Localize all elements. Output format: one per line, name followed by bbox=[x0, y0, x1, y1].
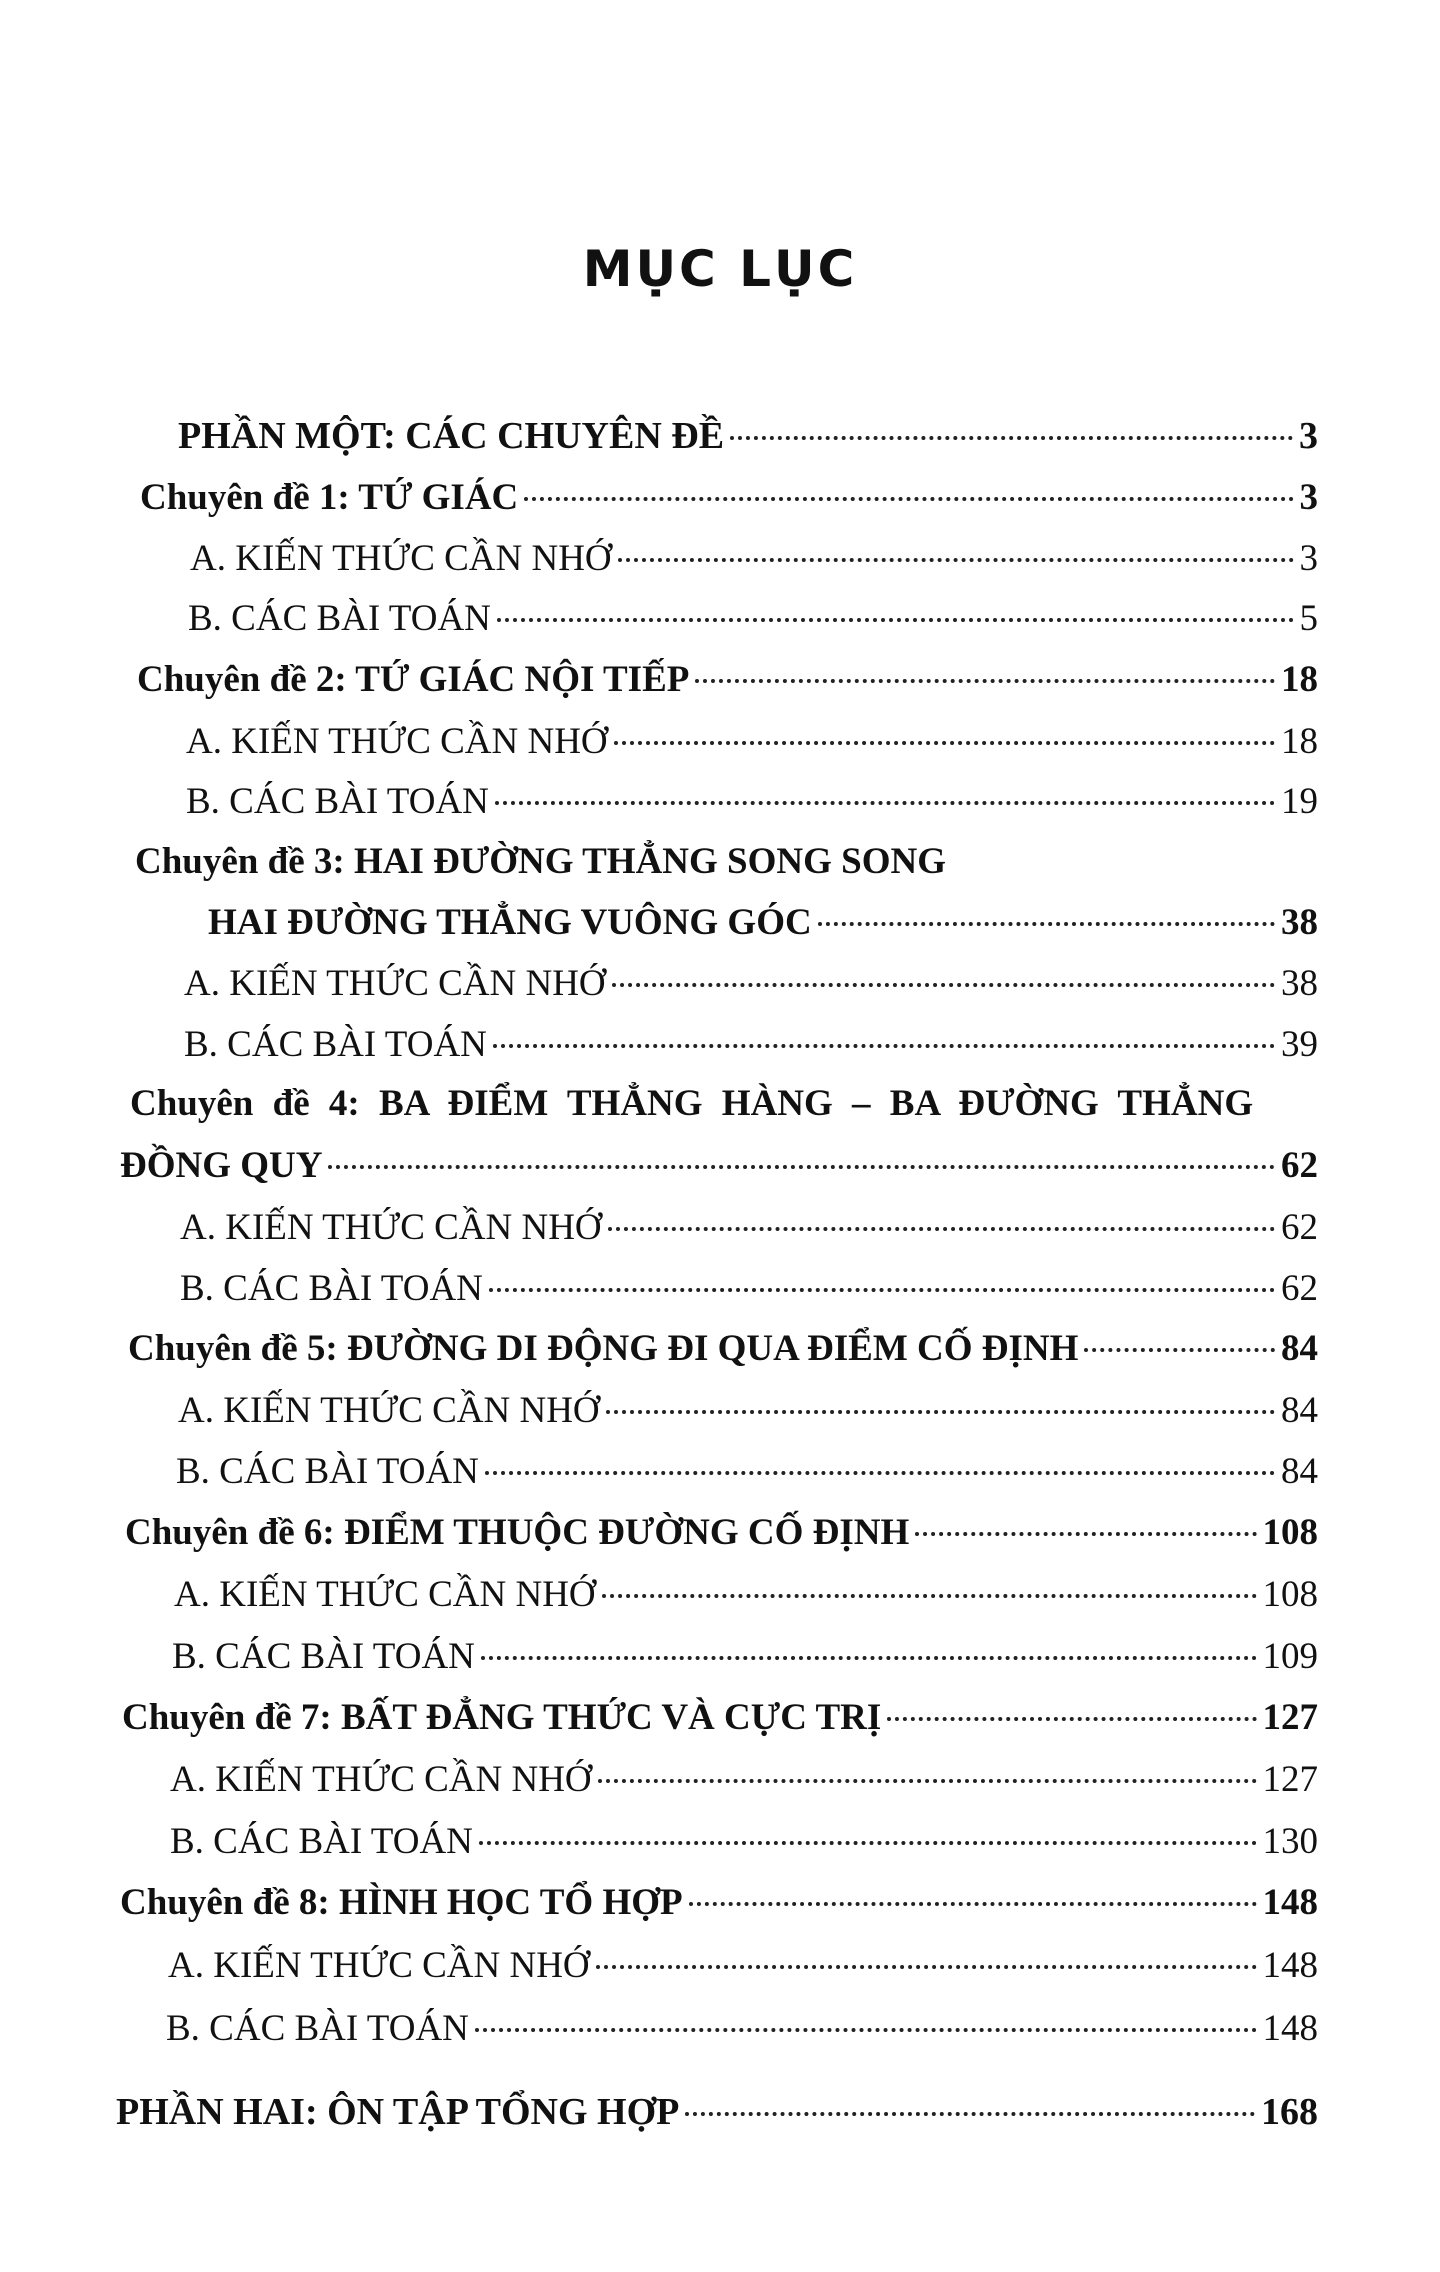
toc-entry-chapter-2[interactable] bbox=[137, 652, 1318, 708]
toc-label: A. KIẾN THỨC CẦN NHỚ bbox=[170, 1759, 592, 1800]
dot-leader bbox=[1084, 1348, 1275, 1352]
toc-page-number: 168 bbox=[1261, 2091, 1318, 2133]
dot-leader bbox=[685, 2112, 1255, 2116]
toc-entry-part-1[interactable] bbox=[178, 408, 1318, 464]
toc-entry-chapter-6[interactable] bbox=[125, 1505, 1318, 1561]
dot-leader bbox=[598, 1779, 1257, 1783]
toc-entry-section[interactable] bbox=[186, 774, 1318, 830]
toc-entry-chapter-4[interactable] bbox=[120, 1138, 1318, 1194]
dot-leader bbox=[497, 618, 1294, 622]
toc-entry-section[interactable] bbox=[166, 2001, 1318, 2057]
toc-page-number: 39 bbox=[1281, 1024, 1318, 1065]
toc-page-number: 3 bbox=[1299, 477, 1318, 518]
dot-leader bbox=[596, 1965, 1257, 1969]
toc-entry-chapter-3[interactable] bbox=[208, 895, 1318, 951]
toc-page-number: 38 bbox=[1281, 963, 1318, 1004]
toc-entry-section[interactable] bbox=[170, 1752, 1318, 1808]
dot-leader bbox=[695, 679, 1275, 683]
dot-leader bbox=[489, 1288, 1275, 1292]
toc-label: B. CÁC BÀI TOÁN bbox=[180, 1268, 483, 1309]
dot-leader bbox=[818, 922, 1275, 926]
dot-leader bbox=[475, 2028, 1257, 2032]
toc-label: B. CÁC BÀI TOÁN bbox=[172, 1636, 475, 1677]
page-title: MỤC LỤC bbox=[582, 240, 858, 298]
toc-entry-section[interactable] bbox=[190, 531, 1318, 587]
dot-leader bbox=[493, 1044, 1275, 1048]
toc-page-number: 84 bbox=[1281, 1390, 1318, 1431]
toc-entry-chapter-5[interactable] bbox=[128, 1321, 1318, 1377]
toc-label: B. CÁC BÀI TOÁN bbox=[176, 1451, 479, 1492]
toc-page-number: 38 bbox=[1281, 902, 1318, 943]
dot-leader bbox=[606, 1410, 1275, 1414]
toc-label: Chuyên đề 6: ĐIỂM THUỘC ĐƯỜNG CỐ ĐỊNH bbox=[125, 1512, 910, 1553]
toc-entry-section[interactable] bbox=[168, 1938, 1318, 1994]
toc-entry-section[interactable] bbox=[186, 714, 1318, 770]
toc-label: B. CÁC BÀI TOÁN bbox=[188, 598, 491, 639]
dot-leader bbox=[689, 1902, 1257, 1906]
toc-page-number: 109 bbox=[1262, 1636, 1318, 1677]
toc-page-number: 18 bbox=[1281, 659, 1318, 700]
toc-label: B. CÁC BÀI TOÁN bbox=[184, 1024, 487, 1065]
toc-label: A. KIẾN THỨC CẦN NHỚ bbox=[184, 963, 606, 1004]
toc-label: B. CÁC BÀI TOÁN bbox=[186, 781, 489, 822]
toc-page-number: 148 bbox=[1262, 2008, 1318, 2049]
toc-entry-section[interactable] bbox=[184, 956, 1318, 1012]
toc-page-number: 84 bbox=[1281, 1451, 1318, 1492]
toc-entry-section[interactable] bbox=[176, 1444, 1318, 1500]
dot-leader bbox=[485, 1471, 1275, 1475]
toc-entry-part-2[interactable] bbox=[116, 2084, 1318, 2140]
toc-label: A. KIẾN THỨC CẦN NHỚ bbox=[190, 538, 612, 579]
toc-entry-section[interactable] bbox=[184, 1017, 1318, 1073]
dot-leader bbox=[614, 741, 1275, 745]
toc-label: Chuyên đề 7: BẤT ĐẲNG THỨC VÀ CỰC TRỊ bbox=[122, 1697, 882, 1738]
toc-entry-section[interactable] bbox=[178, 1383, 1318, 1439]
toc-page-number: 108 bbox=[1262, 1574, 1318, 1615]
toc-label: B. CÁC BÀI TOÁN bbox=[166, 2008, 469, 2049]
dot-leader bbox=[915, 1532, 1256, 1536]
toc-label: B. CÁC BÀI TOÁN bbox=[170, 1821, 473, 1862]
dot-leader bbox=[328, 1165, 1275, 1169]
dot-leader bbox=[602, 1594, 1257, 1598]
toc-label: A. KIẾN THỨC CẦN NHỚ bbox=[168, 1945, 590, 1986]
toc-page-number: 62 bbox=[1281, 1145, 1318, 1186]
dot-leader bbox=[730, 436, 1293, 440]
toc-page-number: 148 bbox=[1262, 1882, 1318, 1923]
toc-page-number: 19 bbox=[1281, 781, 1318, 822]
dot-leader bbox=[524, 497, 1293, 501]
toc-page-number: 127 bbox=[1262, 1759, 1318, 1800]
toc-entry-chapter-3-line-1[interactable]: Chuyên đề 3: HAI ĐƯỜNG THẲNG SONG SONG bbox=[135, 841, 947, 882]
toc-label: Chuyên đề 5: ĐƯỜNG DI ĐỘNG ĐI QUA ĐIỂM CỐ ĐỊNH bbox=[128, 1328, 1079, 1369]
toc-entry-chapter-7[interactable] bbox=[122, 1690, 1318, 1746]
toc-page-number: 130 bbox=[1262, 1821, 1318, 1862]
toc-entry-section[interactable] bbox=[180, 1200, 1318, 1256]
toc-page-number: 62 bbox=[1281, 1207, 1318, 1248]
toc-page-number: 3 bbox=[1299, 415, 1318, 457]
toc-page-number: 62 bbox=[1281, 1268, 1318, 1309]
toc-page-number: 84 bbox=[1281, 1328, 1318, 1369]
toc-label: Chuyên đề 1: TỨ GIÁC bbox=[140, 477, 519, 518]
toc-label: PHẦN MỘT: CÁC CHUYÊN ĐỀ bbox=[178, 415, 725, 457]
dot-leader bbox=[608, 1227, 1275, 1231]
toc-page-number: 127 bbox=[1262, 1697, 1318, 1738]
dot-leader bbox=[481, 1656, 1257, 1660]
toc-label: A. KIẾN THỨC CẦN NHỚ bbox=[174, 1574, 596, 1615]
dot-leader bbox=[495, 801, 1275, 805]
toc-label: PHẦN HAI: ÔN TẬP TỔNG HỢP bbox=[116, 2091, 680, 2133]
toc-label: Chuyên đề 8: HÌNH HỌC TỔ HỢP bbox=[120, 1882, 683, 1923]
toc-entry-section[interactable] bbox=[172, 1629, 1318, 1685]
toc-page-number: 5 bbox=[1299, 598, 1318, 639]
toc-page-number: 3 bbox=[1299, 538, 1318, 579]
toc-entry-section[interactable] bbox=[170, 1814, 1318, 1870]
toc-label: A. KIẾN THỨC CẦN NHỚ bbox=[178, 1390, 600, 1431]
toc-page-number: 108 bbox=[1262, 1512, 1318, 1553]
toc-label: ĐỒNG QUY bbox=[120, 1145, 323, 1186]
toc-label: A. KIẾN THỨC CẦN NHỚ bbox=[180, 1207, 602, 1248]
dot-leader bbox=[479, 1841, 1257, 1845]
toc-label: A. KIẾN THỨC CẦN NHỚ bbox=[186, 721, 608, 762]
dot-leader bbox=[887, 1717, 1256, 1721]
toc-label: HAI ĐƯỜNG THẲNG VUÔNG GÓC bbox=[208, 902, 812, 943]
dot-leader bbox=[618, 558, 1294, 562]
toc-page-number: 148 bbox=[1262, 1945, 1318, 1986]
toc-entry-chapter-8[interactable] bbox=[120, 1875, 1318, 1931]
toc-entry-section[interactable] bbox=[174, 1567, 1318, 1623]
toc-entry-section[interactable] bbox=[188, 591, 1318, 647]
toc-entry-section[interactable] bbox=[180, 1261, 1318, 1317]
dot-leader bbox=[612, 983, 1275, 987]
toc-label: Chuyên đề 2: TỨ GIÁC NỘI TIẾP bbox=[137, 659, 690, 700]
toc-page-number: 18 bbox=[1281, 721, 1318, 762]
toc-entry-chapter-1[interactable] bbox=[140, 470, 1318, 526]
toc-entry-chapter-4-line-1[interactable]: Chuyên đề 4: BA ĐIỂM THẲNG HÀNG – BA ĐƯỜNG THẲNG bbox=[130, 1083, 1254, 1124]
